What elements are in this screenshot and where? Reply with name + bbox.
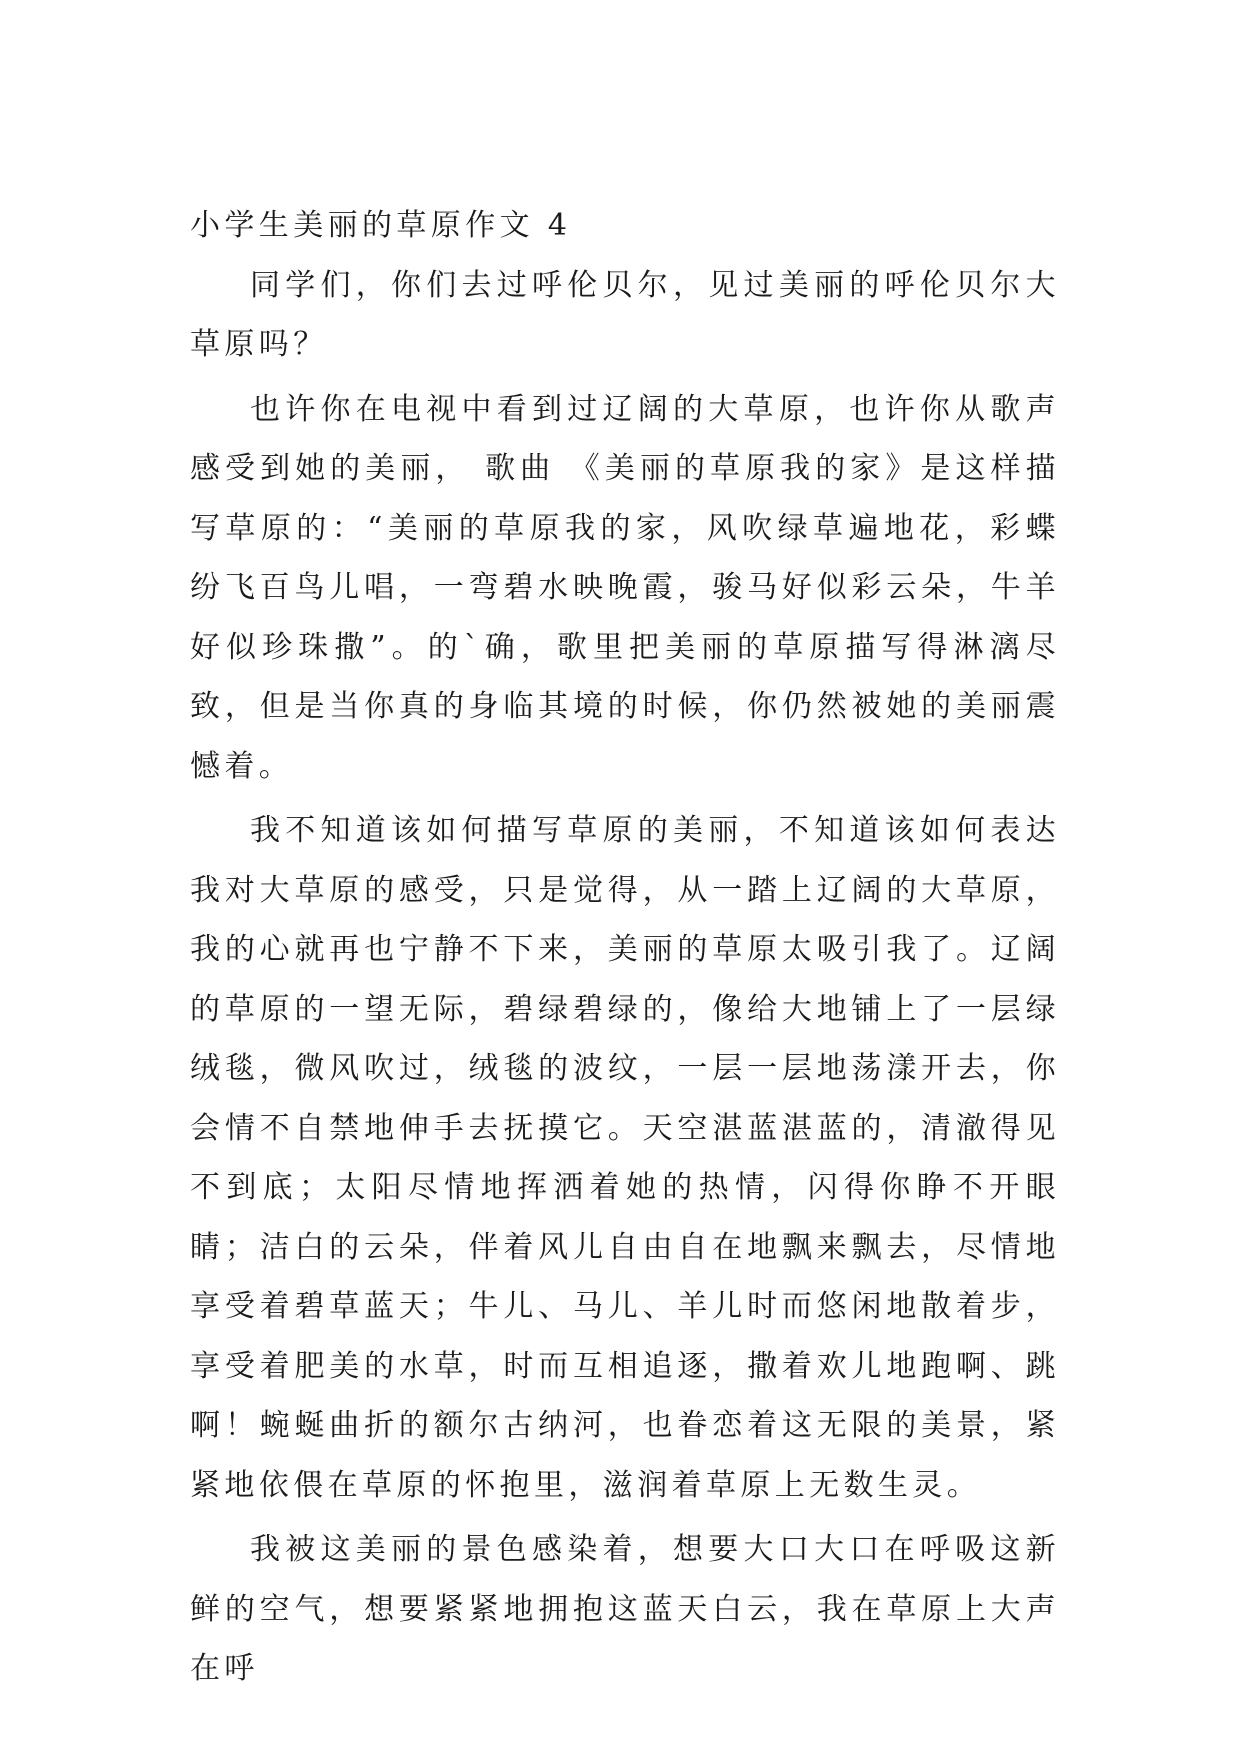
paragraph-2: 也许你在电视中看到过辽阔的大草原，也许你从歌声感受到她的美丽， 歌曲 《美丽的草原我的家》是这样描写草原的：“美丽的草原我的家，风吹绿草遍地花，彩蝶纷飞百鸟儿唱，一弯碧水映晚霞，骏马好似彩云朵，牛羊好似珍珠撒”。的`确，歌里把美丽的草原描写得淋漓尽致，但是当你真的身临其境的时候，你仍然被她的美丽震憾着。 <box>190 391 1060 784</box>
document-body <box>190 196 1060 1704</box>
document-title: 小学生美丽的草原作文 4 <box>190 208 572 243</box>
paragraph-4: 我被这美丽的景色感染着，想要大口大口在呼吸这新鲜的空气，想要紧紧地拥抱这蓝天白云，我在草原上大声在呼 <box>190 1532 1060 1686</box>
paragraph-3: 我不知道该如何描写草原的美丽，不知道该如何表达我对大草原的感受，只是觉得，从一踏上辽阔的大草原，我的心就再也宁静不下来，美丽的草原太吸引我了。辽阔的草原的一望无际，碧绿碧绿的，像给大地铺上了一层绿绒毯，微风吹过，绒毯的波纹，一层一层地荡漾开去，你会情不自禁地伸手去抚摸它。天空湛蓝湛蓝的，清澈得见不到底；太阳尽情地挥洒着她的热情，闪得你睁不开眼睛；洁白的云朵，伴着风儿自由自在地飘来飘去，尽情地享受着碧草蓝天；牛儿、马儿、羊儿时而悠闲地散着步，享受着肥美的水草，时而互相追逐，撒着欢儿地跑啊、跳啊！蜿蜒曲折的额尔古纳河，也眷恋着这无限的美景，紧紧地依偎在草原的怀抱里，滋润着草原上无数生灵。 <box>190 813 1060 1503</box>
paragraph-1: 同学们，你们去过呼伦贝尔，见过美丽的呼伦贝尔大草原吗？ <box>190 267 1060 362</box>
